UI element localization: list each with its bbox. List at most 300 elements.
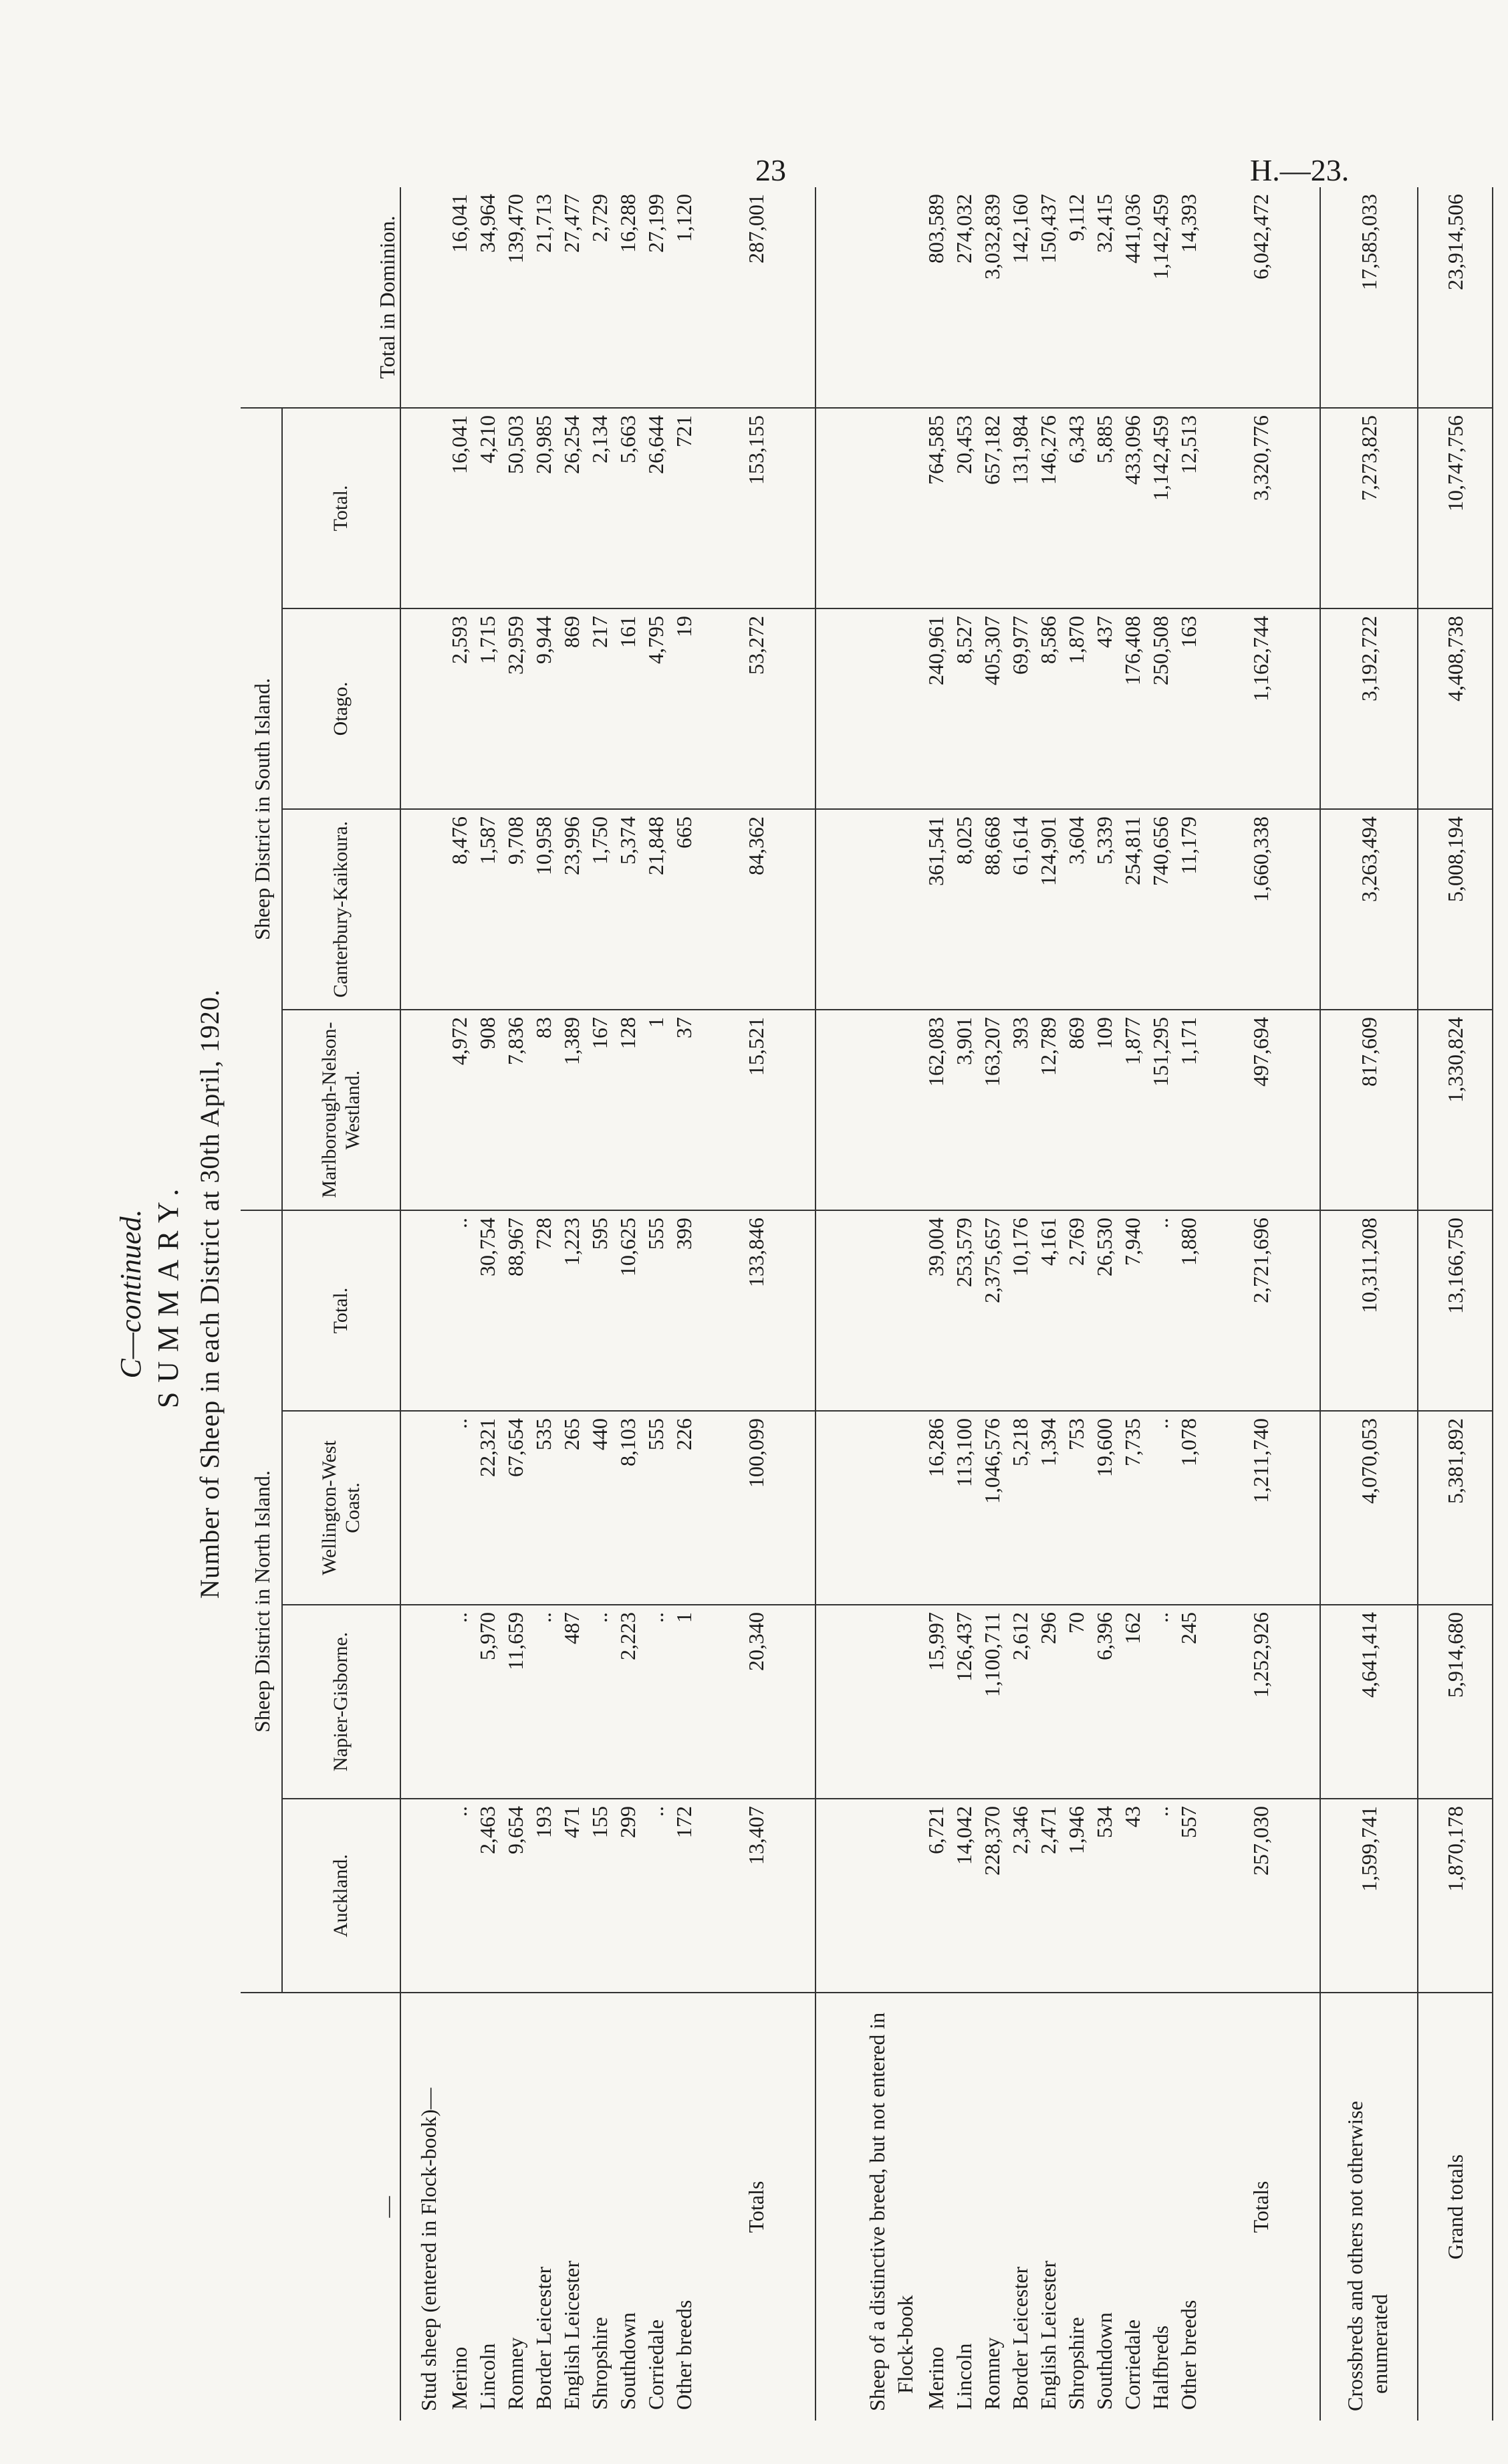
breed-row [1034,187,1062,2421]
value-cell: 245 [1174,1605,1203,1799]
breed-row [922,187,950,2421]
value-cell: 1,587 [473,809,501,1010]
value-cell: 433,096 [1118,408,1146,608]
value-cell: 1,880 [1174,1210,1203,1411]
value-cell: 163,207 [978,1010,1006,1210]
value-cell: 721 [670,408,698,608]
row-label: Border Leicester [531,2266,555,2410]
value-cell: 8,586 [1034,608,1062,809]
value-cell: 27,199 [642,187,670,408]
empty-cell [815,1010,863,1210]
value-cell: 14,393 [1174,187,1203,408]
value-cell: 22,321 [473,1411,501,1605]
breed-row [642,187,670,2421]
value-cell: 728 [529,1210,557,1411]
row-label: Romney [503,2337,527,2410]
value-cell: 9,654 [501,1799,529,1993]
value-cell: 1,162,744 [1203,608,1320,809]
value-cell: 257,030 [1203,1799,1320,1993]
value-cell: 20,340 [698,1605,815,1799]
value-cell: 753 [1062,1411,1090,1605]
empty-cell [863,1210,922,1411]
value-cell: 167 [586,1010,614,1210]
value-cell: 21,713 [529,187,557,408]
value-cell: 12,513 [1174,408,1203,608]
value-cell: 5,970 [473,1605,501,1799]
section-heading: Sheep of a distinctive breed, but not entered in Flock-book [865,2012,917,2411]
value-cell: 30,754 [473,1210,501,1411]
value-cell: 908 [473,1010,501,1210]
row-label: Other breeds [1176,2300,1201,2410]
value-cell: 471 [557,1799,586,1993]
value-cell: 32,415 [1090,187,1118,408]
value-cell: 2,721,696 [1203,1210,1320,1411]
value-cell: 43 [1118,1799,1146,1993]
value-cell: 32,959 [501,608,529,809]
value-cell: 4,795 [642,608,670,809]
value-cell: 441,036 [1118,187,1146,408]
value-cell: 11,179 [1174,809,1203,1010]
value-cell: 2,346 [1006,1799,1034,1993]
row-label: Corriedale [644,2319,668,2410]
value-cell: 1,223 [557,1210,586,1411]
breed-row [978,187,1006,2421]
value-cell: 133,846 [698,1210,815,1411]
value-cell: 23,996 [557,809,586,1010]
value-cell: .. [1146,1799,1174,1993]
document-code: H.—23. [1250,153,1350,187]
value-cell: 17,585,033 [1320,187,1418,408]
value-cell: 3,192,722 [1320,608,1418,809]
breed-row [670,187,698,2421]
value-cell: 1,877 [1118,1010,1146,1210]
empty-cell [400,1411,445,1605]
label-column-header: — [241,1993,400,2421]
empty-cell [863,608,922,809]
section-heading-row [863,187,922,2421]
value-cell: .. [642,1605,670,1799]
table-title: Number of Sheep in each District at 30th April, 1920. [195,989,225,1599]
value-cell: 7,940 [1118,1210,1146,1411]
value-cell: 535 [529,1411,557,1605]
value-cell: 161 [614,608,642,809]
empty-cell [400,608,445,809]
row-label: Lincoln [475,2343,499,2410]
empty-cell [815,1799,863,1993]
value-cell: 83 [529,1010,557,1210]
value-cell: .. [1146,1210,1174,1411]
value-cell: .. [445,1210,473,1411]
value-cell: 440 [586,1411,614,1605]
row-label: Southdown [1092,2312,1116,2410]
value-cell: 5,339 [1090,809,1118,1010]
value-cell: 487 [557,1605,586,1799]
value-cell: 11,659 [501,1605,529,1799]
value-cell: 265 [557,1411,586,1605]
value-cell: 10,747,756 [1418,408,1493,608]
value-cell: 4,070,053 [1320,1411,1418,1605]
value-cell: 162 [1118,1605,1146,1799]
totals-row [1203,187,1320,2421]
value-cell: 1,252,926 [1203,1605,1320,1799]
value-cell: 740,656 [1146,809,1174,1010]
section-heading: Stud sheep (entered in Flock-book)— [416,2088,441,2411]
value-cell: 151,295 [1146,1010,1174,1210]
breed-row [557,187,586,2421]
empty-cell [815,408,863,608]
value-cell: 5,218 [1006,1411,1034,1605]
breed-row [529,187,557,2421]
value-cell: 1,120 [670,187,698,408]
row-label: Southdown [616,2312,640,2410]
value-cell: 1,142,459 [1146,187,1174,408]
value-cell: 16,288 [614,187,642,408]
value-cell: 1,330,824 [1418,1010,1493,1210]
breed-row [614,187,642,2421]
breed-row [1146,187,1174,2421]
value-cell: 287,001 [698,187,815,408]
empty-cell [863,1605,922,1799]
value-cell: 1,211,740 [1203,1411,1320,1605]
value-cell: 88,668 [978,809,1006,1010]
value-cell: 803,589 [922,187,950,408]
value-cell: 69,977 [1006,608,1034,809]
value-cell: 2,593 [445,608,473,809]
col-header-north-total: Total. [282,1210,400,1411]
empty-cell [863,1010,922,1210]
value-cell: 4,641,414 [1320,1605,1418,1799]
value-cell: 2,223 [614,1605,642,1799]
value-cell: 124,901 [1034,809,1062,1010]
value-cell: 84,362 [698,809,815,1010]
value-cell: 405,307 [978,608,1006,809]
value-cell: 8,527 [950,608,978,809]
value-cell: 163 [1174,608,1203,809]
value-cell: 1 [642,1010,670,1210]
value-cell: 4,161 [1034,1210,1062,1411]
empty-cell [815,187,863,408]
value-cell: 764,585 [922,408,950,608]
col-header-marlborough-nelson-westland: Marlborough-Nelson-Westland. [282,1010,400,1210]
value-cell: .. [445,1411,473,1605]
value-cell: 5,885 [1090,408,1118,608]
row-label: Border Leicester [1008,2266,1032,2410]
value-cell: 9,112 [1062,187,1090,408]
value-cell: 21,848 [642,809,670,1010]
value-cell: 6,042,472 [1203,187,1320,408]
value-cell: 13,166,750 [1418,1210,1493,1411]
row-label: Shropshire [588,2317,612,2410]
value-cell: 126,437 [950,1605,978,1799]
breed-row [950,187,978,2421]
value-cell: 5,374 [614,809,642,1010]
value-cell: 14,042 [950,1799,978,1993]
value-cell: 4,210 [473,408,501,608]
breed-row [473,187,501,2421]
row-label: Halfbreds [1148,2325,1172,2410]
value-cell: 150,437 [1034,187,1062,408]
breed-row [1062,187,1090,2421]
value-cell: 217 [586,608,614,809]
value-cell: 2,134 [586,408,614,608]
value-cell: 3,032,839 [978,187,1006,408]
value-cell: 9,944 [529,608,557,809]
value-cell: 20,985 [529,408,557,608]
value-cell: 4,972 [445,1010,473,1210]
value-cell: 1,660,338 [1203,809,1320,1010]
value-cell: 657,182 [978,408,1006,608]
value-cell: 109 [1090,1010,1118,1210]
value-cell: 2,612 [1006,1605,1034,1799]
value-cell: 1,870,178 [1418,1799,1493,1993]
value-cell: 1,171 [1174,1010,1203,1210]
value-cell: .. [642,1799,670,1993]
empty-cell [400,1010,445,1210]
value-cell: 193 [529,1799,557,1993]
value-cell: 16,041 [445,408,473,608]
totals-row [698,187,815,2421]
value-cell: 1,599,741 [1320,1799,1418,1993]
value-cell: 70 [1062,1605,1090,1799]
breed-row [1118,187,1146,2421]
empty-cell [863,408,922,608]
value-cell: 19,600 [1090,1411,1118,1605]
value-cell: 4,408,738 [1418,608,1493,809]
value-cell: 299 [614,1799,642,1993]
breed-row [586,187,614,2421]
value-cell: 142,160 [1006,187,1034,408]
breed-row [1006,187,1034,2421]
value-cell: 26,644 [642,408,670,608]
value-cell: 5,663 [614,408,642,608]
value-cell: 1 [670,1605,698,1799]
value-cell: 16,041 [445,187,473,408]
value-cell: 19 [670,608,698,809]
summary-heading: SUMMARY. [152,1179,184,1409]
continued-heading: C—continued. [114,1209,147,1379]
value-cell: 8,476 [445,809,473,1010]
value-cell: 5,914,680 [1418,1605,1493,1799]
value-cell: 162,083 [922,1010,950,1210]
value-cell: 254,811 [1118,809,1146,1010]
value-cell: 393 [1006,1010,1034,1210]
value-cell: 6,343 [1062,408,1090,608]
row-label: Totals [744,2180,768,2233]
value-cell: 146,276 [1034,408,1062,608]
value-cell: 6,721 [922,1799,950,1993]
col-header-wellington-west-coast: Wellington-West Coast. [282,1411,400,1605]
value-cell: 1,715 [473,608,501,809]
value-cell: 437 [1090,608,1118,809]
value-cell: 228,370 [978,1799,1006,1993]
value-cell: 1,394 [1034,1411,1062,1605]
value-cell: 128 [614,1010,642,1210]
breed-row [1090,187,1118,2421]
value-cell: 2,375,657 [978,1210,1006,1411]
value-cell: 155 [586,1799,614,1993]
value-cell: 2,463 [473,1799,501,1993]
value-cell: 100,099 [698,1411,815,1605]
value-cell: 61,614 [1006,809,1034,1010]
value-cell: 361,541 [922,809,950,1010]
value-cell: 497,694 [1203,1010,1320,1210]
value-cell: 5,381,892 [1418,1411,1493,1605]
value-cell: .. [1146,1411,1174,1605]
value-cell: 67,654 [501,1411,529,1605]
value-cell: 226 [670,1411,698,1605]
empty-cell [815,608,863,809]
value-cell: 39,004 [922,1210,950,1411]
value-cell: 37 [670,1010,698,1210]
value-cell: 1,946 [1062,1799,1090,1993]
value-cell: 3,320,776 [1203,408,1320,608]
value-cell: 10,311,208 [1320,1210,1418,1411]
empty-cell [815,1605,863,1799]
value-cell: 8,025 [950,809,978,1010]
value-cell: 557 [1174,1799,1203,1993]
value-cell: 20,453 [950,408,978,608]
value-cell: 7,735 [1118,1411,1146,1605]
value-cell: 12,789 [1034,1010,1062,1210]
empty-cell [400,187,445,408]
value-cell: 296 [1034,1605,1062,1799]
value-cell: 53,272 [698,608,815,809]
value-cell: 172 [670,1799,698,1993]
value-cell: 1,750 [586,809,614,1010]
value-cell: 9,708 [501,809,529,1010]
row-label: Romney [980,2337,1004,2410]
value-cell: .. [529,1605,557,1799]
value-cell: 139,470 [501,187,529,408]
value-cell: 665 [670,809,698,1010]
value-cell: 1,870 [1062,608,1090,809]
empty-cell [815,809,863,1010]
row-label: Lincoln [952,2343,976,2410]
value-cell: 10,958 [529,809,557,1010]
value-cell: 250,508 [1146,608,1174,809]
rotated-page-content [107,154,1467,2434]
value-cell: 131,984 [1006,408,1034,608]
col-header-auckland: Auckland. [282,1799,400,1993]
value-cell: 50,503 [501,408,529,608]
value-cell: 5,008,194 [1418,809,1493,1010]
value-cell: 176,408 [1118,608,1146,809]
value-cell: 555 [642,1210,670,1411]
value-cell: 16,286 [922,1411,950,1605]
row-label: English Leicester [1036,2260,1060,2410]
value-cell: 26,530 [1090,1210,1118,1411]
value-cell: 10,625 [614,1210,642,1411]
north-island-group-header: Sheep District in North Island. [241,1210,282,1993]
breed-row [501,187,529,2421]
row-label: English Leicester [559,2260,584,2410]
value-cell: 253,579 [950,1210,978,1411]
value-cell: 2,769 [1062,1210,1090,1411]
value-cell: 274,032 [950,187,978,408]
value-cell: 15,521 [698,1010,815,1210]
value-cell: 1,389 [557,1010,586,1210]
spacer-row [815,187,863,2421]
empty-cell [400,408,445,608]
value-cell: .. [586,1605,614,1799]
value-cell: 34,964 [473,187,501,408]
value-cell: 1,100,711 [978,1605,1006,1799]
value-cell: 3,263,494 [1320,809,1418,1010]
value-cell: 240,961 [922,608,950,809]
empty-cell [863,1799,922,1993]
value-cell: 26,254 [557,408,586,608]
value-cell: 399 [670,1210,698,1411]
breed-row [445,187,473,2421]
empty-cell [863,187,922,408]
value-cell: 13,407 [698,1799,815,1993]
empty-cell [863,809,922,1010]
empty-cell [400,1799,445,1993]
empty-cell [400,1210,445,1411]
empty-cell [815,1210,863,1411]
breed-row [1174,187,1203,2421]
value-cell: 3,901 [950,1010,978,1210]
page-number: 23 [755,153,786,187]
value-cell: 1,142,459 [1146,408,1174,608]
value-cell: 869 [1062,1010,1090,1210]
spacer-cell [815,1993,863,2421]
row-label: Totals [1249,2180,1273,2233]
value-cell: 23,914,506 [1418,187,1493,408]
col-header-south-total: Total. [282,408,400,608]
empty-cell [400,1605,445,1799]
value-cell: 817,609 [1320,1010,1418,1210]
value-cell: 113,100 [950,1411,978,1605]
value-cell: .. [1146,1605,1174,1799]
col-header-canterbury-kaikoura: Canterbury-Kaikoura. [282,809,400,1010]
value-cell: 10,176 [1006,1210,1034,1411]
value-cell: 595 [586,1210,614,1411]
value-cell: 153,155 [698,408,815,608]
value-cell: 534 [1090,1799,1118,1993]
value-cell: 2,729 [586,187,614,408]
value-cell: 2,471 [1034,1799,1062,1993]
value-cell: 8,103 [614,1411,642,1605]
grand-totals-row [1418,187,1493,2421]
value-cell: 27,477 [557,187,586,408]
row-label: Corriedale [1120,2319,1144,2410]
empty-cell [400,809,445,1010]
value-cell: 1,046,576 [978,1411,1006,1605]
value-cell: 3,604 [1062,809,1090,1010]
value-cell: .. [445,1799,473,1993]
value-cell: 1,078 [1174,1411,1203,1605]
row-label: Shropshire [1064,2317,1088,2410]
col-header-otago: Otago. [282,608,400,809]
row-label: Crossbreds and others not otherwise enumerated [1343,2101,1392,2411]
sheep-summary-table [241,187,1493,2421]
south-island-group-header: Sheep District in South Island. [241,408,282,1210]
crossbreds-row [1320,187,1418,2421]
value-cell: 7,836 [501,1010,529,1210]
section-heading-row [400,187,445,2421]
row-label: Grand totals [1442,2154,1467,2260]
row-label: Merino [447,2346,471,2410]
value-cell: 7,273,825 [1320,408,1418,608]
row-label: Other breeds [672,2300,696,2410]
empty-cell [863,1411,922,1605]
empty-cell [815,1411,863,1605]
value-cell: 555 [642,1411,670,1605]
value-cell: 15,997 [922,1605,950,1799]
value-cell: 869 [557,608,586,809]
value-cell: 6,396 [1090,1605,1118,1799]
